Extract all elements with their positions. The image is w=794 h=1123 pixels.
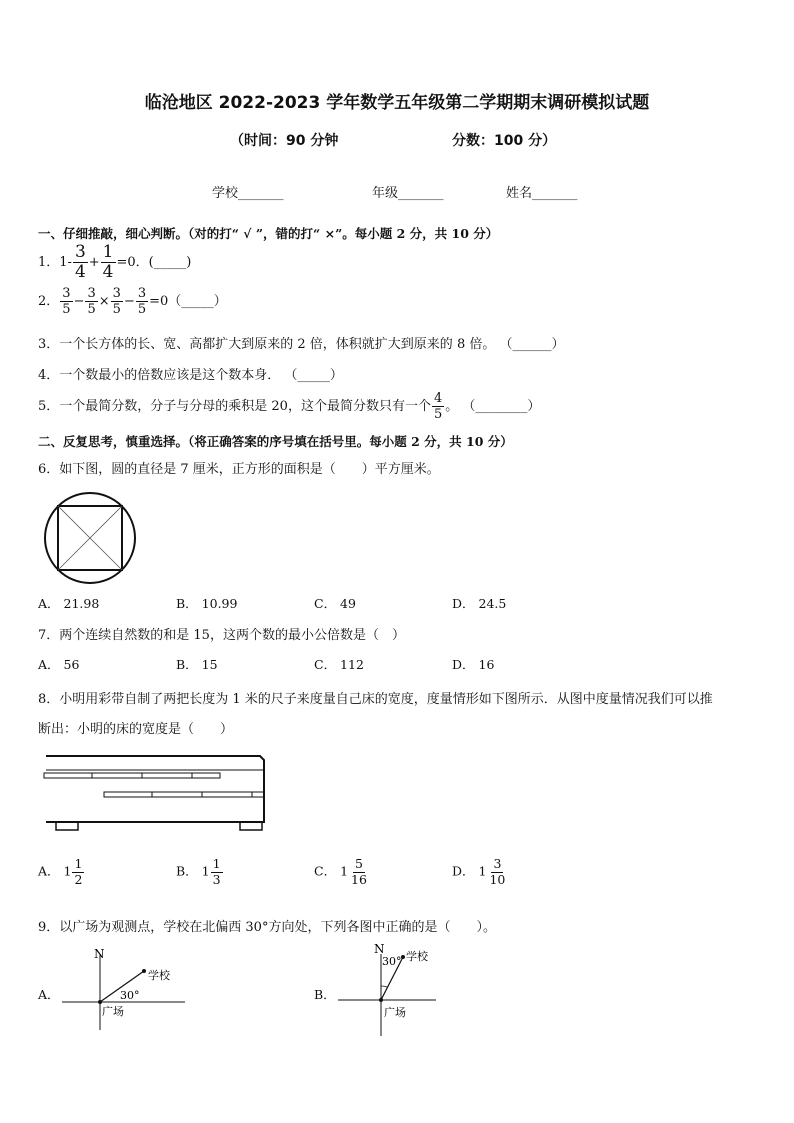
q6-option-d[interactable]: D． 24.5	[452, 596, 507, 611]
question-3: 3．一个长方体的长、宽、高都扩大到原来的 2 倍，体积就扩大到原来的 8 倍。 （______）	[38, 337, 565, 352]
time-limit: （时间：90 分钟	[230, 133, 339, 149]
q2-fraction-a: $\frac{3}{5}$	[62, 286, 71, 317]
q2-fraction-d: $\frac{3}{5}$	[137, 286, 147, 317]
question-2: 2． $\frac{3}{5}$ − $\frac{3}{5}$ × $\frac{3}{5}$ − $\frac{3}{5}$ =0（_____）	[38, 286, 227, 317]
circle-square-figure	[40, 490, 140, 586]
q2-fraction-b: $\frac{3}{5}$	[87, 286, 96, 317]
ruler-bottom	[104, 792, 264, 797]
fig-a-square-label: 广场	[102, 1005, 124, 1018]
q1-prefix: 1．1-	[38, 255, 72, 270]
total-score: 分数：100 分）	[452, 133, 557, 149]
bed-leg-left	[56, 822, 78, 830]
question-9: 9．以广场为观测点，学校在北偏西 30°方向处，下列各图中正确的是（ ）。	[38, 920, 496, 935]
question-5: 5．一个最简分数，分子与分母的乘积是 20，这个最简分数只有一个 $\frac{4}{5}$ 。 （________）	[38, 391, 541, 422]
fig-a-school-dot	[142, 969, 146, 973]
q8-option-c[interactable]: C． 1 $\frac{5}{16}$	[314, 856, 367, 887]
fig-b-origin-dot	[379, 998, 383, 1002]
q6-option-c[interactable]: C． 49	[314, 596, 356, 611]
name-field: 姓名_______	[506, 186, 578, 201]
fig-b-school-label: 学校	[406, 950, 428, 963]
q1-tail: =0．(_____)	[116, 255, 192, 270]
question-1	[38, 244, 191, 281]
q8-option-d[interactable]: D． 1 $\frac{3}{10}$	[452, 856, 506, 887]
q7-option-d[interactable]: D． 16	[452, 657, 495, 672]
school-field: 学校_______	[212, 186, 284, 201]
q6-option-a[interactable]: A． 21.98	[38, 596, 100, 611]
bed-outline	[46, 756, 264, 822]
q8-option-b[interactable]: B． 1 $\frac{1}{3}$	[176, 856, 221, 887]
q7-option-b[interactable]: B． 15	[176, 657, 218, 672]
section2-heading: 二、反复思考，慎重选择。（将正确答案的序号填在括号里。每小题 2 分，共 10 分）	[38, 434, 513, 449]
bed-ruler-figure	[42, 750, 302, 842]
q9-figure-b	[336, 940, 466, 1040]
q1-fraction-1: $\frac{3}{4}$	[74, 242, 86, 282]
grade-field: 年级_______	[372, 186, 444, 201]
q5-fraction: $\frac{4}{5}$	[433, 391, 443, 422]
question-8-line-1: 8．小明用彩带自制了两把长度为 1 米的尺子来度量自己床的宽度，度量情形如下图所示．从图中度量情况我们可以推	[38, 692, 713, 707]
bed-leg-right	[240, 822, 262, 830]
question-4: 4．一个数最小的倍数应该是这个数本身． （_____）	[38, 368, 343, 383]
q2-fraction-c: $\frac{3}{5}$	[112, 286, 121, 317]
q1-fraction-2: $\frac{1}{4}$	[102, 242, 114, 282]
fig-a-school-label: 学校	[148, 969, 170, 982]
q9-option-b[interactable]: B．	[314, 987, 336, 1002]
question-6: 6．如下图，圆的直径是 7 厘米，正方形的面积是（ ）平方厘米。	[38, 462, 440, 477]
q7-option-a[interactable]: A． 56	[38, 657, 80, 672]
fig-b-school-dot	[401, 955, 405, 959]
q1-plus: +	[88, 255, 100, 270]
fig-a-origin-dot	[98, 1000, 102, 1004]
q9-option-a[interactable]: A．	[38, 987, 60, 1002]
fig-a-north-label: N	[94, 947, 105, 961]
q7-option-c[interactable]: C． 112	[314, 657, 364, 672]
fig-b-angle-arc	[381, 986, 387, 987]
q6-option-b[interactable]: B． 10.99	[176, 596, 238, 611]
fig-a-angle-label: 30°	[120, 989, 140, 1002]
page-title: 临沧地区 2022-2023 学年数学五年级第二学期期末调研模拟试题	[144, 93, 650, 113]
q9-figure-a	[60, 945, 190, 1035]
section1-heading: 一、仔细推敲，细心判断。（对的打“ √ ”，错的打“ ×”。每小题 2 分，共 10 分）	[38, 226, 499, 241]
question-7: 7．两个连续自然数的和是 15，这两个数的最小公倍数是（ ）	[38, 628, 405, 643]
ruler-top	[44, 773, 220, 778]
fig-b-north-label: N	[374, 942, 385, 956]
question-8-line-2: 断出：小明的床的宽度是（ ）	[38, 722, 234, 737]
fig-b-angle-label: 30°	[382, 955, 402, 968]
q8-option-a[interactable]: A． 1 $\frac{1}{2}$	[38, 856, 83, 887]
fig-b-square-label: 广场	[384, 1006, 406, 1019]
